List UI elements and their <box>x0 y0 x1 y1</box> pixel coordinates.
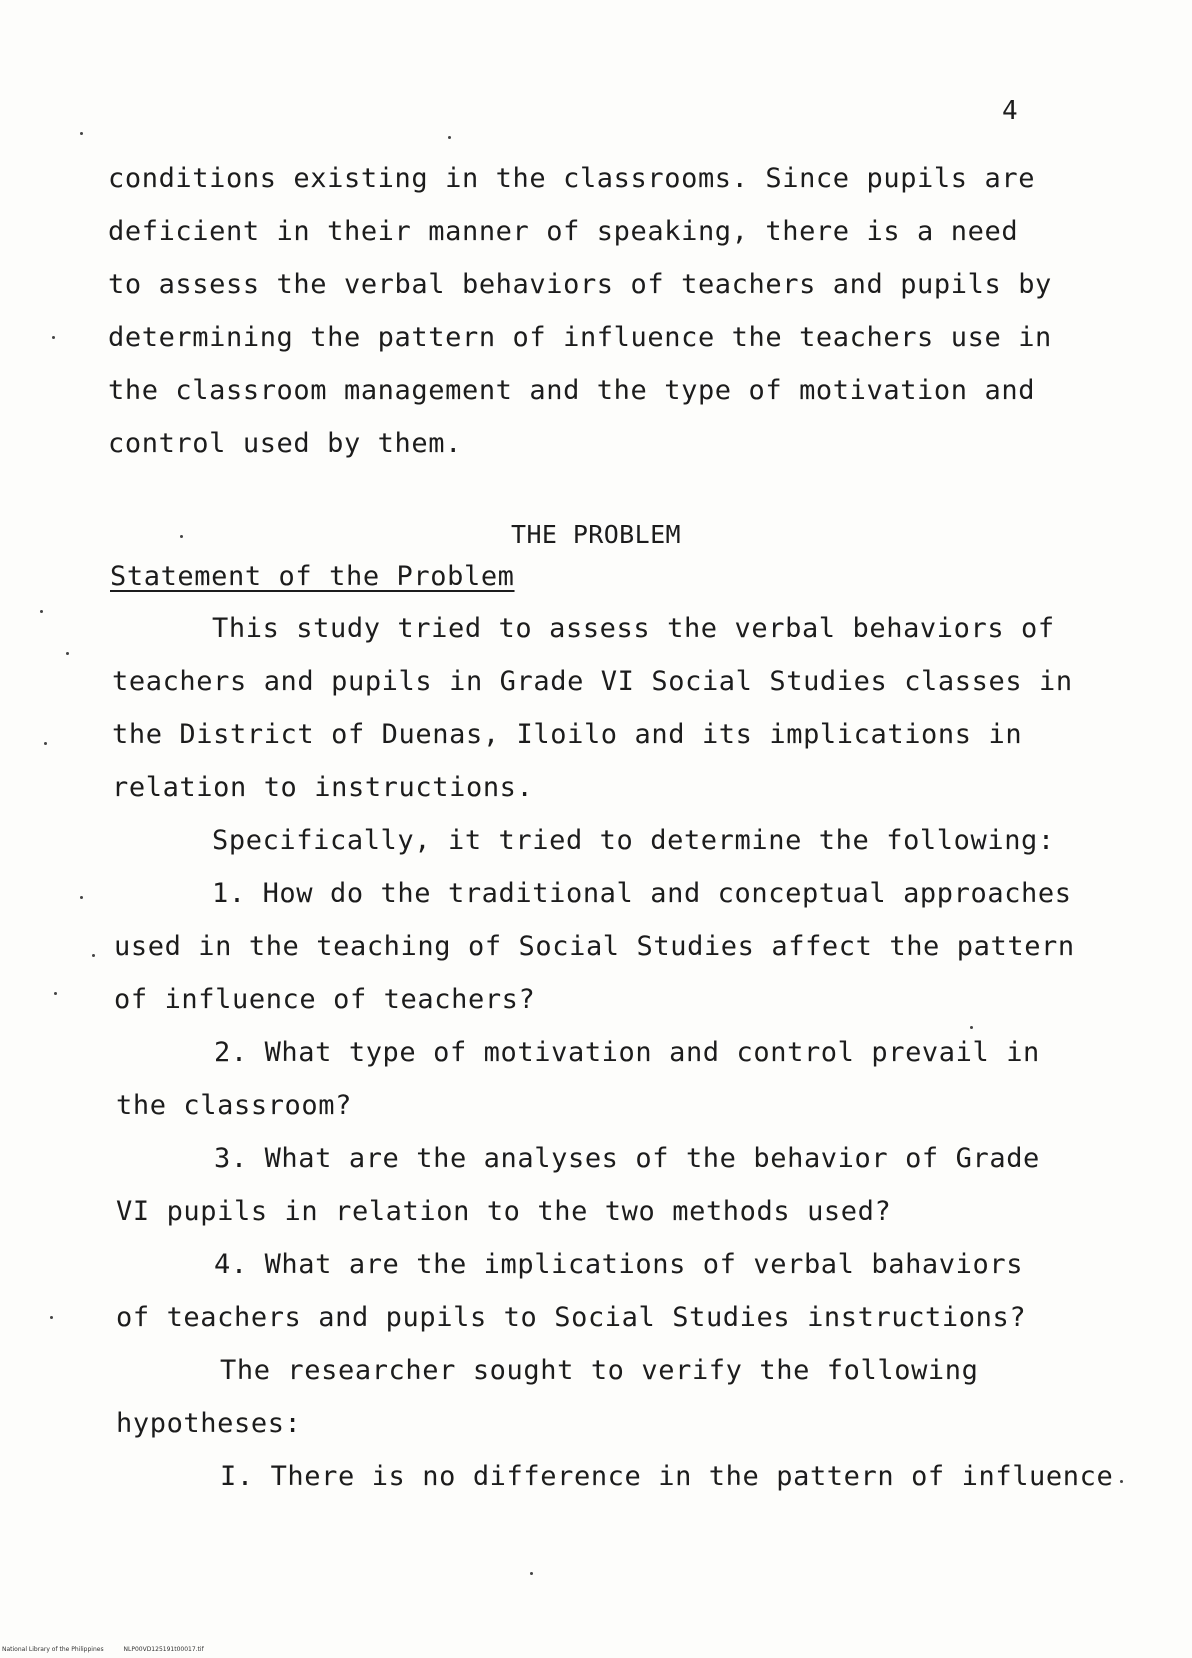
paragraph2-line-3: the District of Duenas, Iloilo and its implications in <box>112 719 1023 750</box>
scan-speck <box>530 1572 533 1575</box>
hypotheses-intro-line-1: The researcher sought to verify the following <box>220 1355 979 1386</box>
scan-footer <box>2 1646 222 1654</box>
scan-speck <box>92 954 95 957</box>
scan-speck <box>970 1026 973 1029</box>
scan-speck <box>180 535 183 538</box>
specifically-line: Specifically, it tried to determine the following: <box>212 825 1055 856</box>
paragraph1-line-2: deficient in their manner of speaking, there is a need <box>108 216 1019 247</box>
scan-speck <box>44 742 47 745</box>
paragraph2-line-1: This study tried to assess the verbal behaviors of <box>212 613 1055 644</box>
paragraph1-line-1: conditions existing in the classrooms. Since pupils are <box>108 163 1036 194</box>
question-1-line-1: 1. How do the traditional and conceptual approaches <box>212 878 1072 909</box>
question-4-line-1: 4. What are the implications of verbal bahaviors <box>214 1249 1024 1280</box>
scan-speck <box>52 336 55 339</box>
scan-speck <box>448 136 451 139</box>
question-2-line-2: the classroom? <box>116 1090 352 1121</box>
paragraph1-line-6: control used by them. <box>108 428 462 459</box>
scan-speck <box>54 992 57 995</box>
question-2-line-1: 2. What type of motivation and control prevail in <box>214 1037 1040 1068</box>
question-4-line-2: of teachers and pupils to Social Studies instructions? <box>116 1302 1027 1333</box>
hypothesis-1-line: I. There is no difference in the pattern of influence <box>220 1461 1114 1492</box>
question-3-line-2: VI pupils in relation to the two methods used? <box>116 1196 892 1227</box>
footer-library: National Library of the Philippines <box>2 1646 104 1653</box>
subheading-statement: Statement of the Problem <box>110 561 515 592</box>
question-3-line-1: 3. What are the analyses of the behavior of Grade <box>214 1143 1040 1174</box>
scan-speck <box>80 896 83 899</box>
scan-speck <box>66 652 69 655</box>
question-1-line-2: used in the teaching of Social Studies affect the pattern <box>114 931 1075 962</box>
hypotheses-intro-line-2: hypotheses: <box>116 1408 302 1439</box>
section-heading: THE PROBLEM <box>511 520 681 549</box>
paragraph2-line-2: teachers and pupils in Grade VI Social Studies classes in <box>112 666 1073 697</box>
paragraph1-line-5: the classroom management and the type of motivation and <box>108 375 1036 406</box>
paragraph1-line-3: to assess the verbal behaviors of teachers and pupils by <box>108 269 1052 300</box>
page-number: 4 <box>1002 96 1018 126</box>
paragraph1-line-4: determining the pattern of influence the teachers use in <box>108 322 1052 353</box>
scan-speck <box>50 1316 53 1319</box>
question-1-line-3: of influence of teachers? <box>114 984 536 1015</box>
footer-file-id: NLP00VD125191t00017.tif <box>123 1646 204 1653</box>
scan-speck <box>40 610 43 613</box>
scan-speck <box>80 132 83 135</box>
scan-speck <box>1120 1480 1123 1483</box>
paragraph2-line-4: relation to instructions. <box>112 772 534 803</box>
